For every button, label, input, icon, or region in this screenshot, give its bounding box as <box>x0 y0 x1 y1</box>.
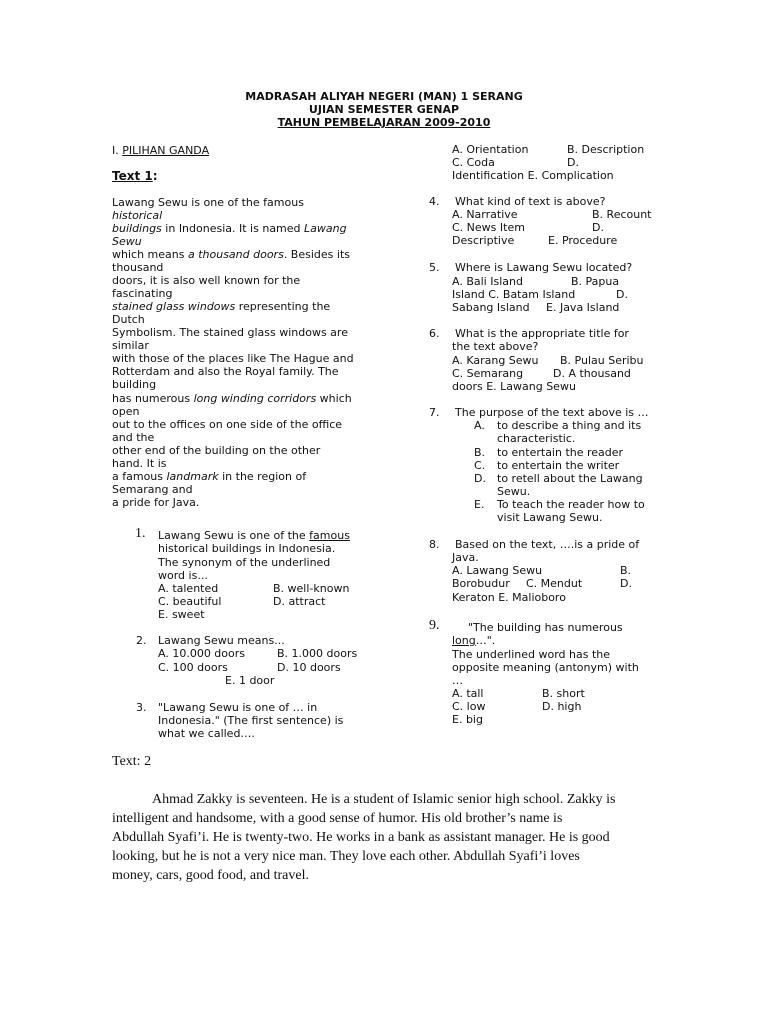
text: in the region of <box>218 470 307 483</box>
section-heading <box>112 144 209 157</box>
question-number: 6. <box>429 327 440 340</box>
question-line: … <box>452 674 463 687</box>
passage-line <box>112 222 347 235</box>
option-d-letter: D. <box>474 472 486 485</box>
section-prefix: I. <box>112 144 123 157</box>
question-line: What is the appropriate title for <box>455 327 629 340</box>
option-de: Identification E. Complication <box>452 169 614 182</box>
question-number: 4. <box>429 195 440 208</box>
text: which <box>316 392 352 405</box>
option-de: doors E. Lawang Sewu <box>452 380 576 393</box>
option-b: to entertain the reader <box>497 446 624 459</box>
question-line: The synonym of the underlined <box>158 556 331 569</box>
passage-line: a pride for Java. <box>112 496 200 509</box>
exam-title: UJIAN SEMESTER GENAP <box>308 103 460 116</box>
passage-line: fascinating <box>112 287 173 300</box>
passage-line: Ahmad Zakky is seventeen. He is a student of Islamic senior high school. Zakky is <box>152 792 616 807</box>
passage-line <box>112 300 330 313</box>
option-b: B. well-known <box>273 582 350 595</box>
option-c: C. Coda <box>452 156 495 169</box>
option-a: A. Narrative <box>452 208 518 221</box>
question-line: Indonesia." (The first sentence) is <box>158 714 344 727</box>
option-a-letter: A. <box>474 419 485 432</box>
question-number: 7. <box>429 406 440 419</box>
option-d-text: Sabang Island <box>452 301 530 314</box>
question-line: historical buildings in Indonesia. <box>158 542 336 555</box>
option-d: to retell about the Lawang <box>497 472 643 485</box>
passage-line: Symbolism. The stained glass windows are <box>112 326 348 339</box>
option-b: B. Recount <box>592 208 652 221</box>
text: representing the <box>235 300 331 313</box>
passage-line: building <box>112 378 157 391</box>
text1-label-text: Text 1 <box>112 169 153 183</box>
option-c: C. News Item <box>452 221 525 234</box>
passage-line: Dutch <box>112 313 145 326</box>
option-de: Keraton E. Malioboro <box>452 591 566 604</box>
text1-label <box>112 170 158 183</box>
option-a: A. Karang Sewu <box>452 354 539 367</box>
question-line: what we called…. <box>158 727 255 740</box>
passage-line: out to the offices on one side of the office <box>112 418 343 431</box>
passage-line: Lawang Sewu is one of the famous <box>112 196 304 209</box>
question-line: The purpose of the text above is … <box>455 406 649 419</box>
question-line: word is... <box>158 569 208 582</box>
question-line: the text above? <box>452 340 539 353</box>
option-e: E. 1 door <box>225 674 275 687</box>
passage-line <box>112 392 352 405</box>
option-d: D. <box>567 156 579 169</box>
text: in Indonesia. It is named <box>161 222 305 235</box>
option-e: To teach the reader how to <box>497 498 645 511</box>
passage-line <box>112 470 306 483</box>
option-d: D. high <box>542 700 582 713</box>
option-b-letter: B. <box>474 446 486 459</box>
question-number: 1. <box>135 526 146 541</box>
question-number: 3. <box>136 701 147 714</box>
question-number: 5. <box>429 261 440 274</box>
underlined-word: famous <box>309 529 350 542</box>
option-c: to entertain the writer <box>497 459 620 472</box>
underlined-word: long <box>452 634 476 647</box>
passage-line: looking, but he is not a very nice man. They love each other. Abdullah Syafi’i loves <box>112 849 580 864</box>
option-d: D. <box>620 577 632 590</box>
passage-line: Semarang and <box>112 483 193 496</box>
text: has numerous <box>112 392 194 405</box>
text2-label: Text: 2 <box>112 754 152 769</box>
text: …". <box>475 634 496 647</box>
question-line: Based on the text, ….is a pride of <box>455 538 640 551</box>
option-b: B. Description <box>567 143 645 156</box>
option-d: D. <box>616 288 628 301</box>
passage-line: similar <box>112 339 149 352</box>
question-line: Java. <box>452 551 479 564</box>
option-b-text: Borobudur <box>452 577 510 590</box>
option-a: A. Orientation <box>452 143 529 156</box>
question-line: opposite meaning (antonym) with <box>452 661 639 674</box>
passage-line: thousand <box>112 261 164 274</box>
question-line <box>158 529 350 542</box>
option-c: C. low <box>452 700 486 713</box>
emph: stained glass windows <box>112 300 236 313</box>
passage-line: with those of the places like The Hague and <box>112 352 354 365</box>
question-line: What kind of text is above? <box>455 195 606 208</box>
passage-line <box>112 248 350 261</box>
option-a: A. tall <box>452 687 484 700</box>
emph: landmark <box>166 470 219 483</box>
option-c: C. Mendut <box>526 577 583 590</box>
emph: a thousand doors <box>187 248 284 261</box>
text1-label-colon: : <box>152 169 158 183</box>
text: . Besides its <box>283 248 350 261</box>
option-b: B. <box>620 564 632 577</box>
passage-line: Rotterdam and also the Royal family. The <box>112 365 339 378</box>
option-c: C. 100 doors <box>158 661 228 674</box>
option-e-letter: E. <box>474 498 485 511</box>
option-e-cont: visit Lawang Sewu. <box>497 511 603 524</box>
option-b: B. Pulau Seribu <box>560 354 644 367</box>
section-title: PILIHAN GANDA <box>122 144 210 157</box>
question-line <box>452 634 495 647</box>
option-e: E. big <box>452 713 483 726</box>
passage-line: other end of the building on the other <box>112 444 321 457</box>
option-d-text: Descriptive <box>452 234 515 247</box>
question-number: 8. <box>429 538 440 551</box>
question-line: Lawang Sewu means... <box>158 634 285 647</box>
option-a-cont: characteristic. <box>497 432 576 445</box>
passage-line: intelligent and handsome, with a good sense of humor. His old brother’s name is <box>112 811 563 826</box>
option-a: A. Lawang Sewu <box>452 564 543 577</box>
question-line: "Lawang Sewu is one of … in <box>158 701 318 714</box>
option-d: D. <box>592 221 604 234</box>
option-a: to describe a thing and its <box>497 419 642 432</box>
option-b: B. Papua <box>571 275 620 288</box>
text: Lawang Sewu is one of the <box>158 529 310 542</box>
option-e: E. Java Island <box>546 301 620 314</box>
option-b: B. short <box>542 687 585 700</box>
passage-line: doors, it is also well known for the <box>112 274 301 287</box>
question-line: Where is Lawang Sewu located? <box>455 261 633 274</box>
question-line: The underlined word has the <box>452 648 611 661</box>
option-b: B. 1.000 doors <box>277 647 358 660</box>
option-d: D. 10 doors <box>277 661 341 674</box>
option-c: C. beautiful <box>158 595 222 608</box>
emph: buildings <box>112 222 162 235</box>
option-c: C. Semarang <box>452 367 524 380</box>
passage-line: open <box>112 405 140 418</box>
emph: Lawang <box>304 222 347 235</box>
passage-line: historical <box>112 209 163 222</box>
option-e: E. Procedure <box>548 234 618 247</box>
option-d: D. A thousand <box>553 367 631 380</box>
school-name: MADRASAH ALIYAH NEGERI (MAN) 1 SERANG <box>245 90 523 103</box>
option-c: Island C. Batam Island <box>452 288 576 301</box>
passage-line: Sewu <box>112 235 142 248</box>
passage-line: and the <box>112 431 155 444</box>
academic-year: TAHUN PEMBELAJARAN 2009-2010 <box>277 116 491 129</box>
option-a: A. talented <box>158 582 219 595</box>
passage-line: hand. It is <box>112 457 167 470</box>
text: which means <box>112 248 188 261</box>
question-number: 9. <box>429 618 440 633</box>
question-line: "The building has numerous <box>468 621 623 634</box>
option-a: A. Bali Island <box>452 275 523 288</box>
emph: long winding corridors <box>193 392 317 405</box>
text: a famous <box>112 470 167 483</box>
option-c-letter: C. <box>474 459 486 472</box>
question-number: 2. <box>136 634 147 647</box>
option-d-cont: Sewu. <box>497 485 531 498</box>
option-e: E. sweet <box>158 608 205 621</box>
option-a: A. 10.000 doors <box>158 647 246 660</box>
option-d: D. attract <box>273 595 326 608</box>
passage-line: Abdullah Syafi’i. He is twenty-two. He works in a bank as assistant manager. He is good <box>112 830 610 845</box>
passage-line: money, cars, good food, and travel. <box>112 868 309 883</box>
